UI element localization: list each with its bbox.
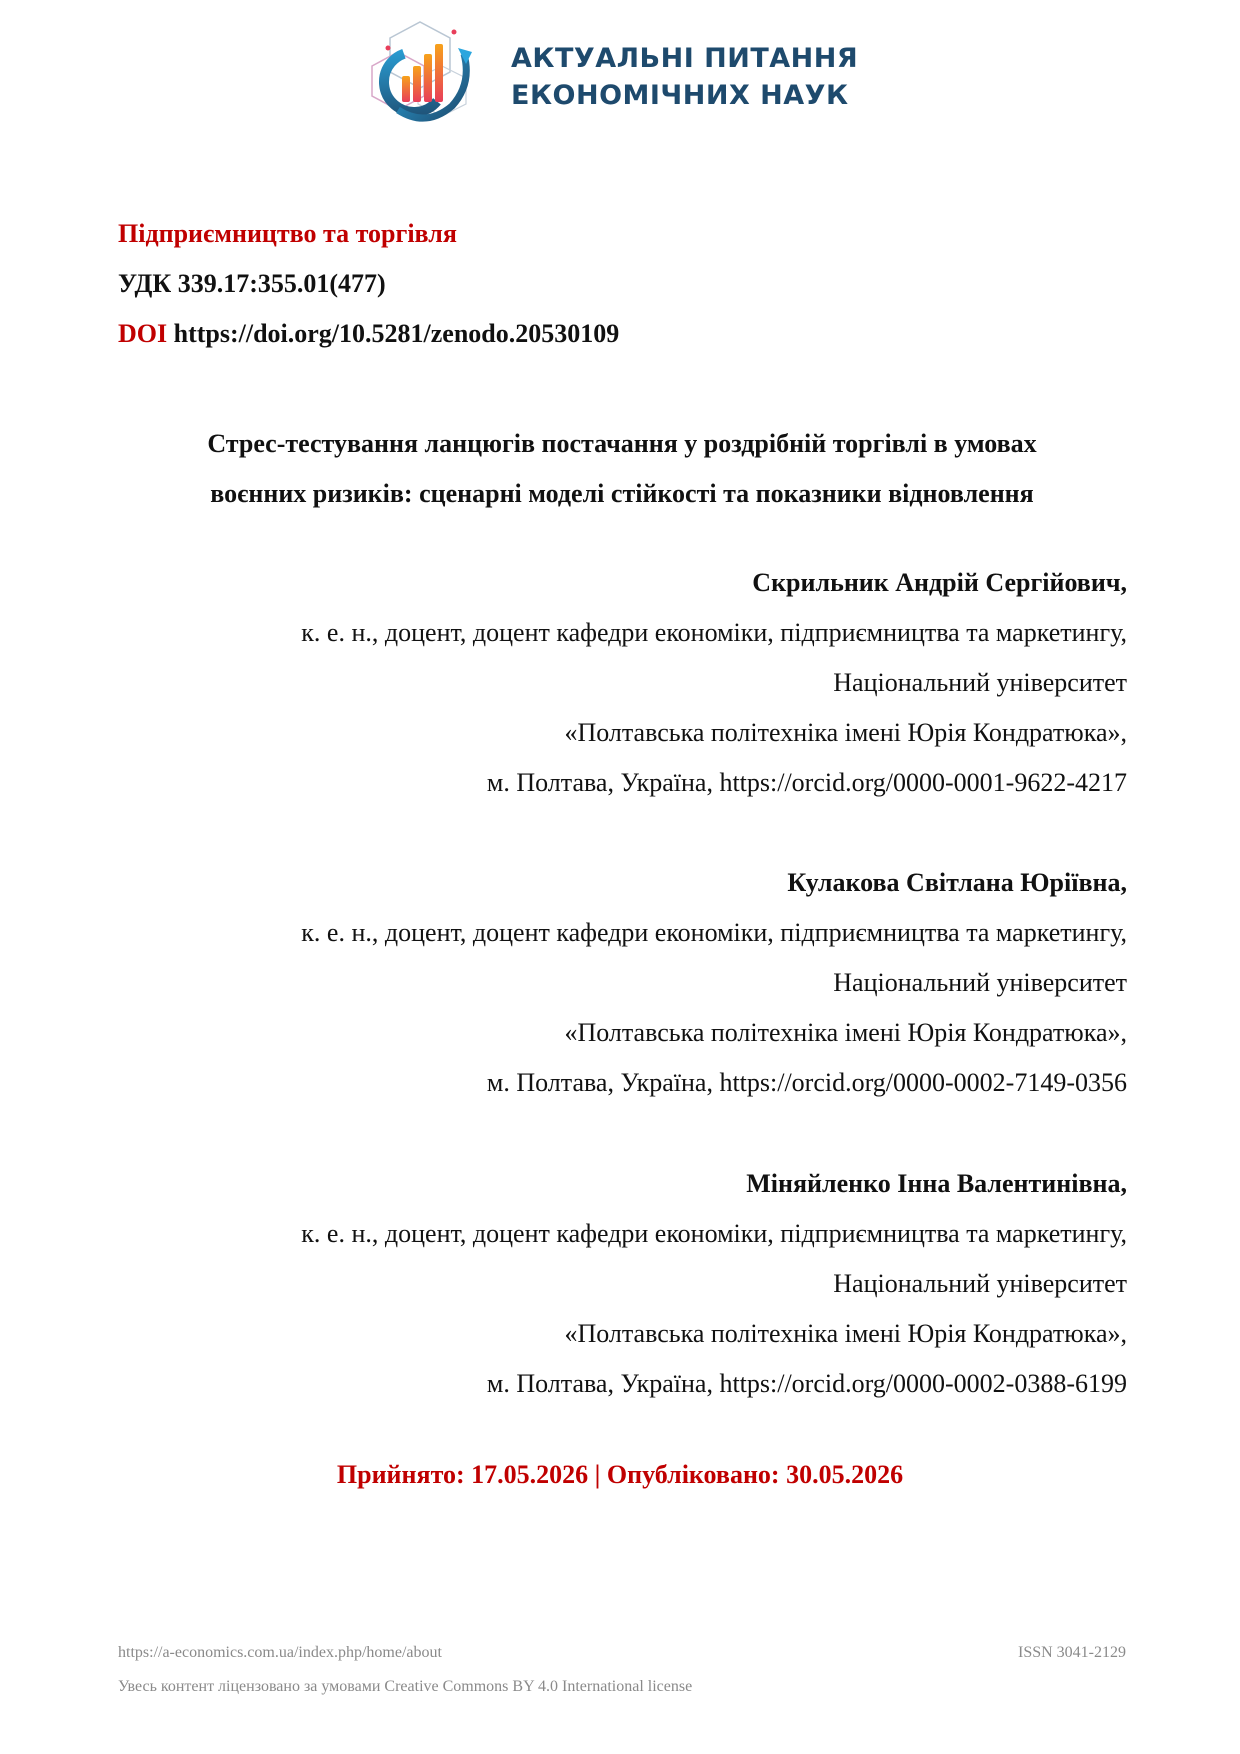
publication-dates: Прийнято: 17.05.2026 | Опубліковано: 30.05.2026 xyxy=(336,1460,904,1489)
journal-logo xyxy=(368,14,888,132)
journal-name xyxy=(511,40,858,114)
author-university-line1: Національний університет xyxy=(833,968,1127,997)
author-block xyxy=(117,858,1127,1108)
author-position: к. е. н., доцент, доцент кафедри економіки, підприємництва та маркетингу, xyxy=(301,618,1127,647)
author-location-orcid[interactable]: м. Полтава, Україна, https://orcid.org/0000-0002-7149-0356 xyxy=(486,1068,1127,1097)
author-university-line1: Національний університет xyxy=(833,1269,1127,1298)
article-title-line1: Стрес-тестування ланцюгів постачання у роздрібній торгівлі в умовах xyxy=(207,429,1037,458)
author-name: Міняйленко Інна Валентинівна, xyxy=(746,1169,1127,1198)
author-location-orcid[interactable]: м. Полтава, Україна, https://orcid.org/0000-0001-9622-4217 xyxy=(486,768,1127,797)
journal-name-line1: АКТУАЛЬНІ ПИТАННЯ xyxy=(511,43,859,74)
author-university-line2: «Полтавська політехніка імені Юрія Кондратюка», xyxy=(564,1319,1127,1348)
journal-name-line2: ЕКОНОМІЧНИХ НАУК xyxy=(511,80,849,111)
author-university-line2: «Полтавська політехніка імені Юрія Кондратюка», xyxy=(564,718,1127,747)
footer-license: Увесь контент ліцензовано за умовами Creative Commons BY 4.0 International license xyxy=(118,1678,693,1695)
author-position: к. е. н., доцент, доцент кафедри економіки, підприємництва та маркетингу, xyxy=(301,1219,1127,1248)
author-university-line1: Національний університет xyxy=(833,668,1127,697)
author-name: Кулакова Світлана Юріївна, xyxy=(787,868,1127,897)
author-name: Скрильник Андрій Сергійович, xyxy=(752,568,1127,597)
rising-bar-chart-arrow-icon xyxy=(368,18,492,128)
doi-link[interactable]: https://doi.org/10.5281/zenodo.20530109 xyxy=(173,319,620,348)
author-university-line2: «Полтавська політехніка імені Юрія Кондратюка», xyxy=(564,1018,1127,1047)
footer-url-link[interactable]: https://a-economics.com.ua/index.php/home/about xyxy=(118,1644,442,1661)
author-location-orcid[interactable]: м. Полтава, Україна, https://orcid.org/0000-0002-0388-6199 xyxy=(486,1369,1127,1398)
author-block xyxy=(117,558,1127,808)
doi-label: DOI xyxy=(118,319,168,348)
udk-code: УДК 339.17:355.01(477) xyxy=(118,269,386,298)
footer-row xyxy=(118,1643,1126,1663)
footer-issn: ISSN 3041-2129 xyxy=(1017,1644,1126,1661)
doi-line xyxy=(118,319,619,349)
article-title xyxy=(118,419,1126,519)
article-title-line2: воєнних ризиків: сценарні моделі стійкості та показники відновлення xyxy=(210,479,1034,508)
section-heading: Підприємництво та торгівля xyxy=(118,219,457,248)
author-block xyxy=(117,1159,1127,1409)
author-position: к. е. н., доцент, доцент кафедри економіки, підприємництва та маркетингу, xyxy=(301,918,1127,947)
